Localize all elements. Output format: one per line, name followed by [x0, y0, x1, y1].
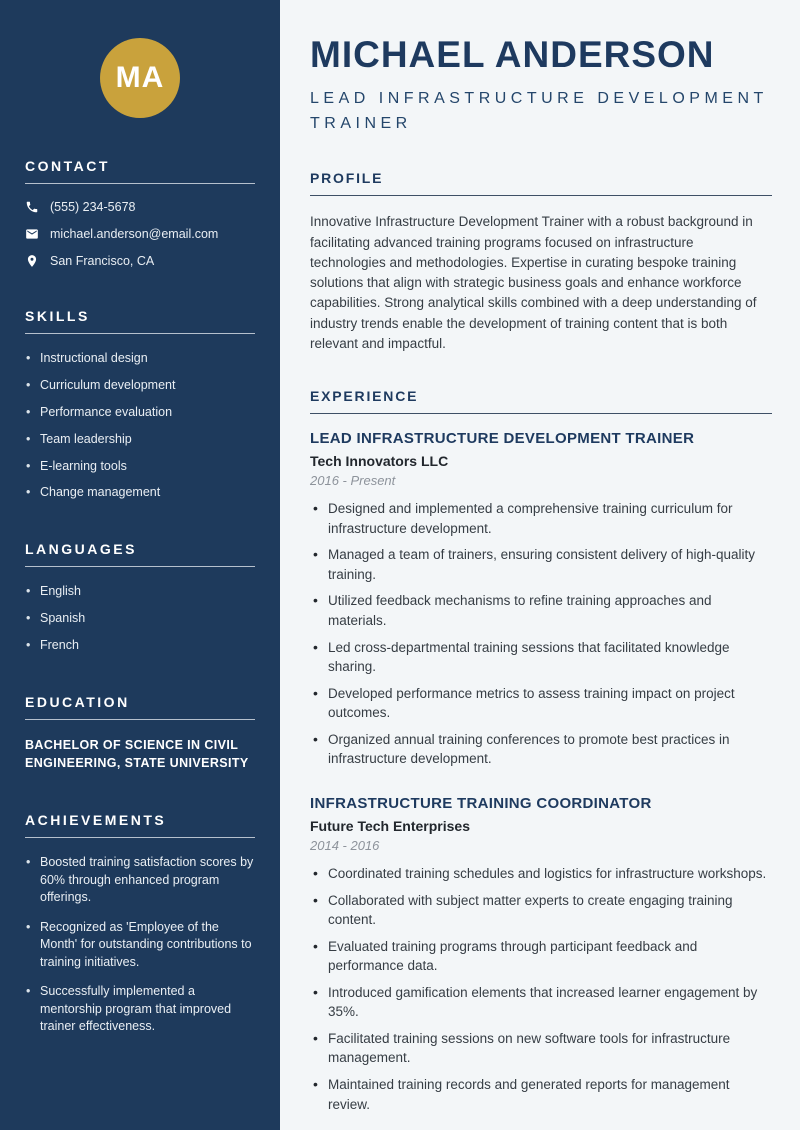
language-item: • English	[25, 583, 255, 600]
phone-icon	[25, 200, 39, 214]
job-company: Future Tech Enterprises	[310, 817, 471, 834]
job-company: Tech Innovators LLC	[310, 453, 449, 470]
avatar	[100, 38, 180, 118]
job-bullet: • Developed performance metrics to assess training impact on project outcomes.	[310, 684, 772, 723]
skill-item: • Change management	[25, 484, 255, 501]
skills-section	[25, 308, 255, 501]
contact-email-row	[25, 227, 255, 241]
job-dates: 2014 - 2016	[310, 837, 380, 853]
job-bullet: • Collaborated with subject matter experts to create engaging training content.	[310, 891, 772, 930]
experience-section	[310, 388, 772, 1114]
languages-list	[25, 583, 255, 654]
languages-section	[25, 541, 255, 654]
experience-section-title: EXPERIENCE	[310, 388, 772, 414]
profile-text: Innovative Infrastructure Development Trainer with a robust background in facilitating advanced training programs focused on infrastructure technologies and methodologies. Expertise in curating bespoke training solutions that align with strategic business goals and enhance workforce capabilities. Strong analytical skills combined with a deep understanding of industry trends enable the development of training content that is both relevant and impactful.	[310, 214, 757, 351]
contact-location-row	[25, 254, 255, 268]
skill-item: • Performance evaluation	[25, 404, 255, 421]
contact-email-value: michael.anderson@email.com	[50, 227, 219, 241]
mail-icon	[25, 227, 39, 241]
achievements-list	[25, 854, 255, 1036]
job-bullet-list	[310, 499, 772, 769]
contact-phone-value: (555) 234-5678	[50, 200, 136, 214]
education-section-title: EDUCATION	[25, 694, 255, 720]
achievement-item: • Successfully implemented a mentorship program that improved trainer effectiveness.	[25, 983, 255, 1036]
job-bullet: • Managed a team of trainers, ensuring consistent delivery of high-quality training.	[310, 545, 772, 584]
avatar-initials: MA	[115, 61, 165, 94]
person-headline: LEAD INFRASTRUCTURE DEVELOPMENT TRAINER	[310, 89, 768, 132]
achievement-item: • Recognized as 'Employee of the Month' for outstanding contributions to training initiatives.	[25, 919, 255, 972]
job-title: INFRASTRUCTURE TRAINING COORDINATOR	[310, 794, 652, 812]
skill-item: • E-learning tools	[25, 458, 255, 475]
job-bullet: • Coordinated training schedules and logistics for infrastructure workshops.	[310, 864, 772, 884]
achievements-section	[25, 812, 255, 1036]
language-item: • Spanish	[25, 610, 255, 627]
location-pin-icon	[25, 254, 39, 268]
job-bullet: • Organized annual training conferences to promote best practices in infrastructure development.	[310, 730, 772, 769]
education-degree: BACHELOR OF SCIENCE IN CIVIL ENGINEERING, STATE UNIVERSITY	[25, 737, 249, 770]
education-section	[25, 694, 255, 772]
skill-item: • Team leadership	[25, 431, 255, 448]
contact-location-value: San Francisco, CA	[50, 254, 155, 268]
job-bullet: • Designed and implemented a comprehensive training curriculum for infrastructure development.	[310, 499, 772, 538]
job-title: LEAD INFRASTRUCTURE DEVELOPMENT TRAINER	[310, 430, 695, 448]
skill-item: • Curriculum development	[25, 377, 255, 394]
person-name: MICHAEL ANDERSON	[310, 34, 715, 75]
job-bullet: • Led cross-departmental training sessions that facilitated knowledge sharing.	[310, 638, 772, 677]
languages-section-title: LANGUAGES	[25, 541, 255, 567]
job-bullet: • Maintained training records and generated reports for management review.	[310, 1075, 772, 1114]
job-entry-2	[310, 795, 772, 1114]
skill-item: • Instructional design	[25, 350, 255, 367]
job-bullet-list	[310, 864, 772, 1114]
job-bullet: • Facilitated training sessions on new software tools for infrastructure management.	[310, 1029, 772, 1068]
resume-main	[280, 0, 800, 1130]
language-item: • French	[25, 637, 255, 654]
contact-phone-row	[25, 200, 255, 214]
sidebar	[0, 0, 280, 1130]
profile-section	[310, 170, 772, 354]
job-dates: 2016 - Present	[310, 473, 396, 489]
skills-list	[25, 350, 255, 501]
contact-section-title: CONTACT	[25, 158, 255, 184]
contact-section	[25, 158, 255, 268]
job-entry-1	[310, 430, 772, 769]
job-bullet: • Introduced gamification elements that increased learner engagement by 35%.	[310, 983, 772, 1022]
job-bullet: • Utilized feedback mechanisms to refine training approaches and materials.	[310, 591, 772, 630]
job-bullet: • Evaluated training programs through participant feedback and performance data.	[310, 937, 772, 976]
profile-section-title: PROFILE	[310, 170, 772, 196]
achievement-item: • Boosted training satisfaction scores by 60% through enhanced program offerings.	[25, 854, 255, 907]
skills-section-title: SKILLS	[25, 308, 255, 334]
achievements-section-title: ACHIEVEMENTS	[25, 812, 255, 838]
